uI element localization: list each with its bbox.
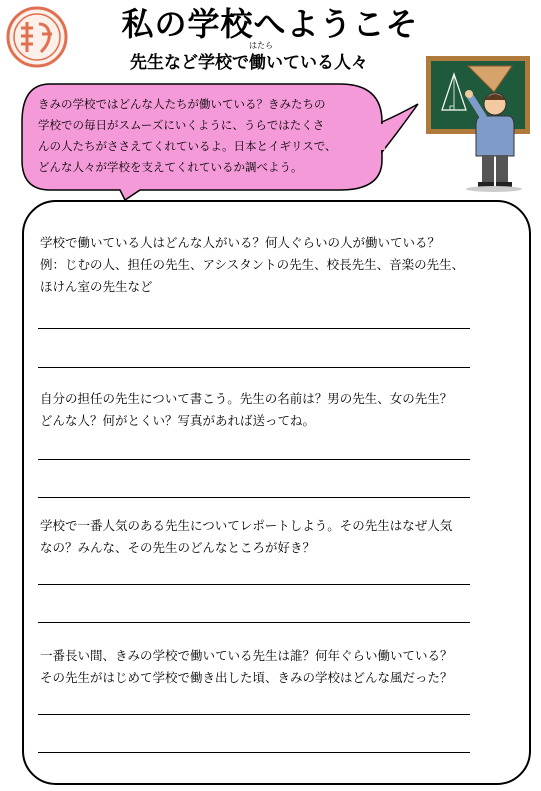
answer-line[interactable]	[38, 714, 470, 715]
answer-line[interactable]	[38, 752, 470, 753]
answer-line[interactable]	[38, 584, 470, 585]
subtitle-kanji: 働	[249, 53, 266, 73]
question-3	[40, 515, 510, 559]
question-line: 学校で一番人気のある先生についてレポートしよう。その先生はなぜ人気	[40, 518, 453, 533]
subtitle-part-2: いている人々	[266, 53, 368, 73]
school-logo	[6, 6, 68, 68]
intro-text	[38, 94, 378, 178]
intro-line: きみの学校ではどんな人たちが働いている？きみたちの	[38, 97, 326, 111]
question-2	[40, 388, 510, 432]
question-line: なの？みんな、その先生のどんなところが好き？	[40, 540, 316, 555]
question-line: その先生がはじめて学校で働き出した頃、きみの学校はどんな風だった？	[40, 670, 453, 685]
answer-line[interactable]	[38, 497, 470, 498]
intro-line: 学校での毎日がスムーズにいくように、うらではたくさ	[38, 118, 325, 132]
subtitle-part-1: 先生など学校で	[130, 53, 249, 73]
page-subtitle	[130, 41, 460, 74]
question-line: ほけん室の先生など	[40, 279, 153, 294]
subtitle-ruby	[249, 41, 273, 74]
question-line: 一番長い間、きみの学校で働いている先生は誰？何年ぐらい働いている？	[40, 648, 453, 663]
answer-line[interactable]	[38, 622, 470, 623]
answer-line[interactable]	[38, 459, 470, 460]
question-line: 自分の担任の先生について書こう。先生の名前は？男の先生、女の先生？	[40, 391, 453, 406]
question-line: 学校で働いている人はどんな人がいる？何人ぐらいの人が働いている？	[40, 235, 441, 250]
page-title: 私の学校へようこそ	[121, 5, 419, 43]
subtitle-furigana: はたら	[249, 41, 273, 50]
question-1	[40, 232, 510, 298]
question-line: 例：じむの人、担任の先生、アシスタントの先生、校長先生、音楽の先生、	[40, 257, 465, 272]
intro-line: どんな人々が学校を支えてくれているか調べよう。	[38, 160, 303, 174]
question-4	[40, 645, 510, 689]
question-line: どんな人？何がとくい？写真があれば送ってね。	[40, 413, 316, 428]
teacher-illustration	[420, 52, 535, 192]
answer-line[interactable]	[38, 367, 470, 368]
intro-line: んの人たちがささえてくれているよ。日本とイギリスで、	[38, 139, 337, 153]
answer-line[interactable]	[38, 328, 470, 329]
